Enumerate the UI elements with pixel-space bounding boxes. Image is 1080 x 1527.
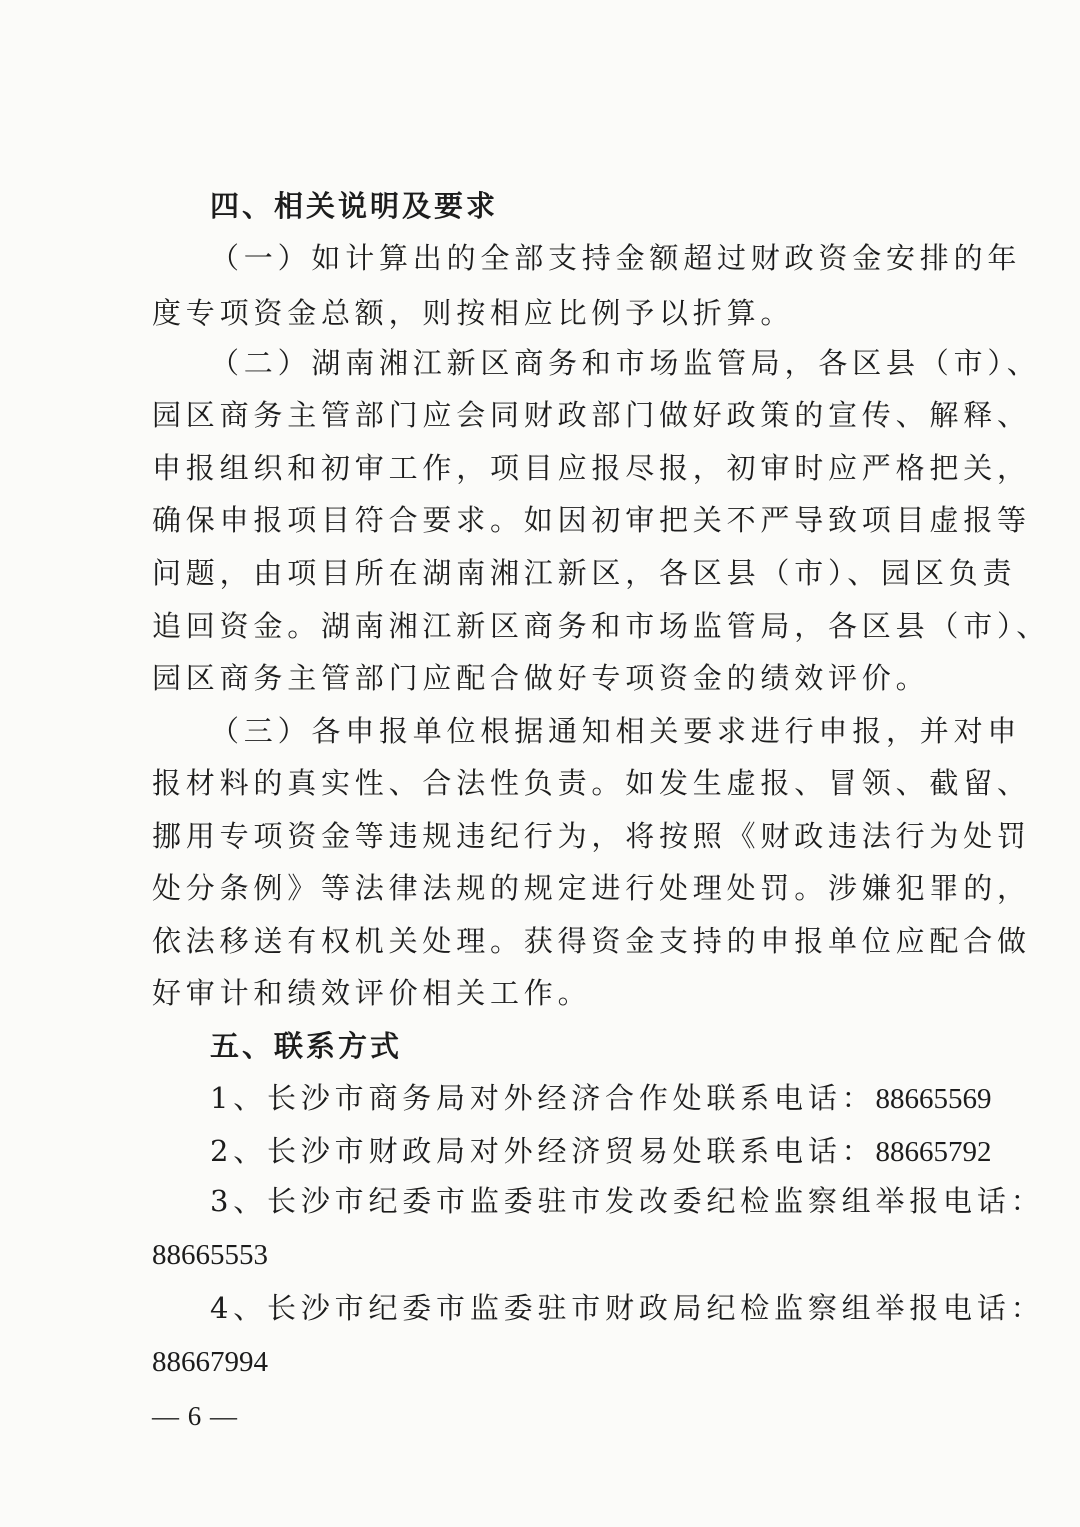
contact-item-3-phone: 88665553: [152, 1239, 268, 1271]
item-2-line-7: 园区商务主管部门应配合做好专项资金的绩效评价。: [152, 661, 930, 695]
contact-item-4-phone: 88667994: [152, 1346, 268, 1378]
contact-label: 2、长沙市财政局对外经济贸易处联系电话：: [210, 1134, 876, 1168]
page-number: — 6 —: [152, 1401, 238, 1431]
item-3-line-6: 好审计和绩效评价相关工作。: [152, 976, 592, 1010]
item-1-line-1: （一）如计算出的全部支持金额超过财政资金安排的年: [210, 241, 1022, 275]
item-3-line-1: （三）各申报单位根据通知相关要求进行申报，并对申: [210, 714, 1022, 748]
item-2-line-5: 问题，由项目所在湖南湘江新区，各区县（市）、园区负责: [152, 556, 1017, 590]
item-2-line-3: 申报组织和初审工作，项目应报尽报，初审时应严格把关，: [152, 451, 1031, 485]
item-3-line-2: 报材料的真实性、合法性负责。如发生虚报、冒领、截留、: [152, 766, 1031, 800]
item-3-line-3: 挪用专项资金等违规违纪行为，将按照《财政违法行为处罚: [152, 819, 1031, 853]
contact-item-4-label: 4、长沙市纪委市监委驻市财政局纪检监察组举报电话：: [210, 1291, 1045, 1325]
item-2-line-6: 追回资金。湖南湘江新区商务和市场监管局，各区县（市）、: [152, 609, 1051, 643]
contact-item-1: [210, 1078, 992, 1118]
contact-label: 1、长沙市商务局对外经济合作处联系电话：: [210, 1081, 876, 1115]
item-3-line-4: 处分条例》等法律法规的规定进行处理处罚。涉嫌犯罪的，: [152, 871, 1031, 905]
contact-item-2: [210, 1131, 992, 1171]
section-4-heading: 四、相关说明及要求: [210, 189, 499, 223]
item-2-line-2: 园区商务主管部门应会同财政部门做好政策的宣传、解释、: [152, 398, 1031, 432]
item-2-line-4: 确保申报项目符合要求。如因初审把关不严导致项目虚报等: [152, 503, 1031, 537]
contact-phone: 88665792: [875, 1136, 992, 1168]
contact-phone: 88665569: [875, 1083, 992, 1115]
item-1-line-2: 度专项资金总额，则按相应比例予以折算。: [152, 296, 795, 330]
contact-item-3-label: 3、长沙市纪委市监委驻市发改委纪检监察组举报电话：: [210, 1184, 1045, 1218]
item-3-line-5: 依法移送有权机关处理。获得资金支持的申报单位应配合做: [152, 924, 1031, 958]
item-2-line-1: （二）湖南湘江新区商务和市场监管局，各区县（市）、: [210, 346, 1041, 380]
section-5-heading: 五、联系方式: [210, 1029, 403, 1063]
